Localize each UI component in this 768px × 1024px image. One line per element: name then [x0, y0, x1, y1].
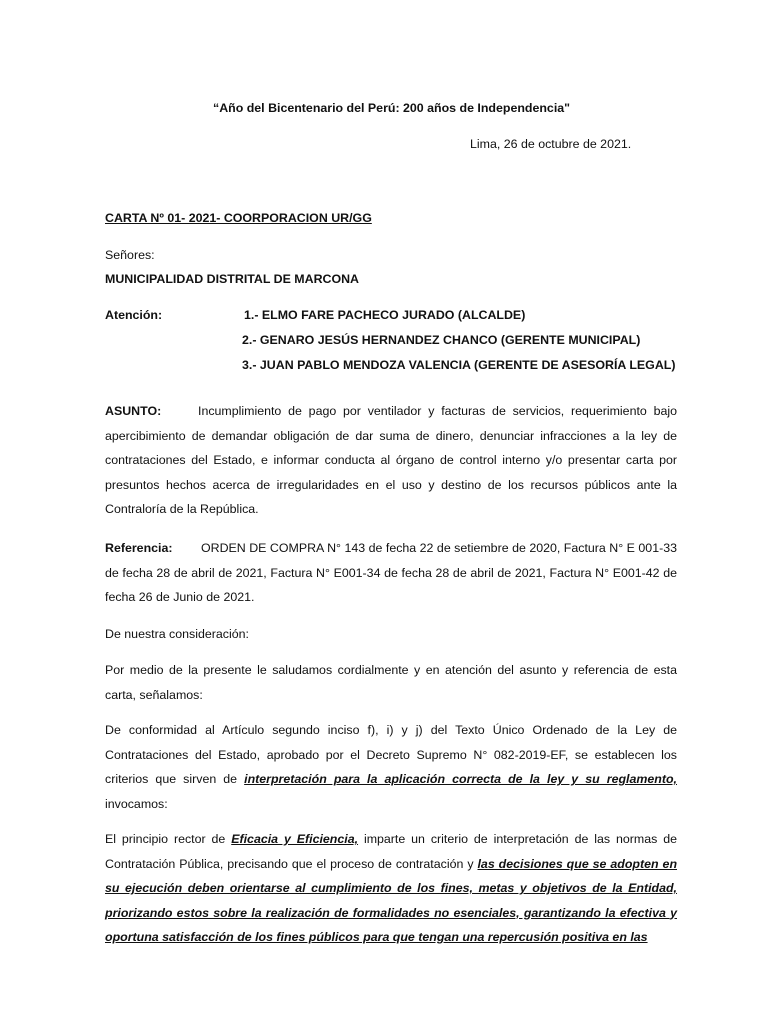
paragraph-3-middle: imparte un criterio de interpretación de las normas de Contratación Pública, precisando que el proceso de contratación y: [105, 832, 677, 871]
motto-heading: “Año del Bicentenario del Perú: 200 años de Independencia": [213, 101, 571, 115]
salutation: Señores:: [105, 248, 155, 262]
reference-text: ORDEN DE COMPRA N° 143 de fecha 22 de setiembre de 2020, Factura N° E 001-33 de fecha 28 de abril de 2021, Factura N° E001-34 de fecha 28 de abril de 2021, Factura N° E001-42 de fecha 26 de Junio de 2021.: [105, 541, 677, 604]
paragraph-3-emphasis-2: las decisiones que se adopten en su ejecución deben orientarse al cumplimiento de los fines, metas y objetivos de la Entidad, priorizando estos sobre la realización de formalidades no esenciales, garantizando la efectiva y oportuna satisfacción de los fines públicos para que tengan una repercusión positiva en las: [105, 856, 678, 944]
subject-paragraph: [105, 399, 677, 522]
paragraph-3-emphasis-1: Eficacia y Eficiencia,: [231, 832, 359, 846]
attention-item-3: 3.- JUAN PABLO MENDOZA VALENCIA (GERENTE DE ASESORÍA LEGAL): [242, 358, 676, 372]
letter-number: CARTA Nº 01- 2021- COORPORACION UR/GG: [105, 211, 372, 225]
paragraph-2-text: De conformidad al Artículo segundo inciso f), i) y j) del Texto Único Ordenado de la Ley de Contrataciones del Estado, aprobado por el Decreto Supremo N° 082-2019-EF, se establecen los criterios que sirven de: [105, 723, 677, 786]
paragraph-1: Por medio de la presente le saludamos cordialmente y en atención del asunto y referencia de esta carta, señalamos:: [105, 663, 677, 702]
reference-paragraph: [105, 536, 677, 610]
subject-label: ASUNTO:: [105, 404, 162, 418]
attention-label: Atención:: [105, 308, 163, 322]
paragraph-3: [105, 827, 677, 950]
recipient: MUNICIPALIDAD DISTRITAL DE MARCONA: [105, 272, 359, 286]
attention-item-1: 1.- ELMO FARE PACHECO JURADO (ALCALDE): [244, 308, 526, 322]
subject-text: Incumplimiento de pago por ventilador y facturas de servicios, requerimiento bajo apercibimiento de demandar obligación de dar suma de dinero, denunciar infracciones a la ley de contrataciones del Estado, e informar conducta al órgano de control interno y/o presentar carta por presuntos hechos acerca de irregularidades en el uso y destino de los recursos públicos ante la Contraloría de la República.: [105, 404, 677, 516]
attention-item-2: 2.- GENARO JESÚS HERNANDEZ CHANCO (GERENTE MUNICIPAL): [242, 333, 641, 347]
paragraph-2: [105, 718, 677, 816]
greeting: De nuestra consideración:: [105, 627, 249, 641]
paragraph-3-text: El principio rector de: [105, 832, 232, 846]
place-date: Lima, 26 de octubre de 2021.: [470, 137, 632, 151]
paragraph-2-end: invocamos:: [105, 796, 168, 811]
reference-label: Referencia:: [105, 541, 173, 555]
paragraph-2-emphasis: interpretación para la aplicación correcta de la ley y su reglamento,: [244, 772, 677, 786]
